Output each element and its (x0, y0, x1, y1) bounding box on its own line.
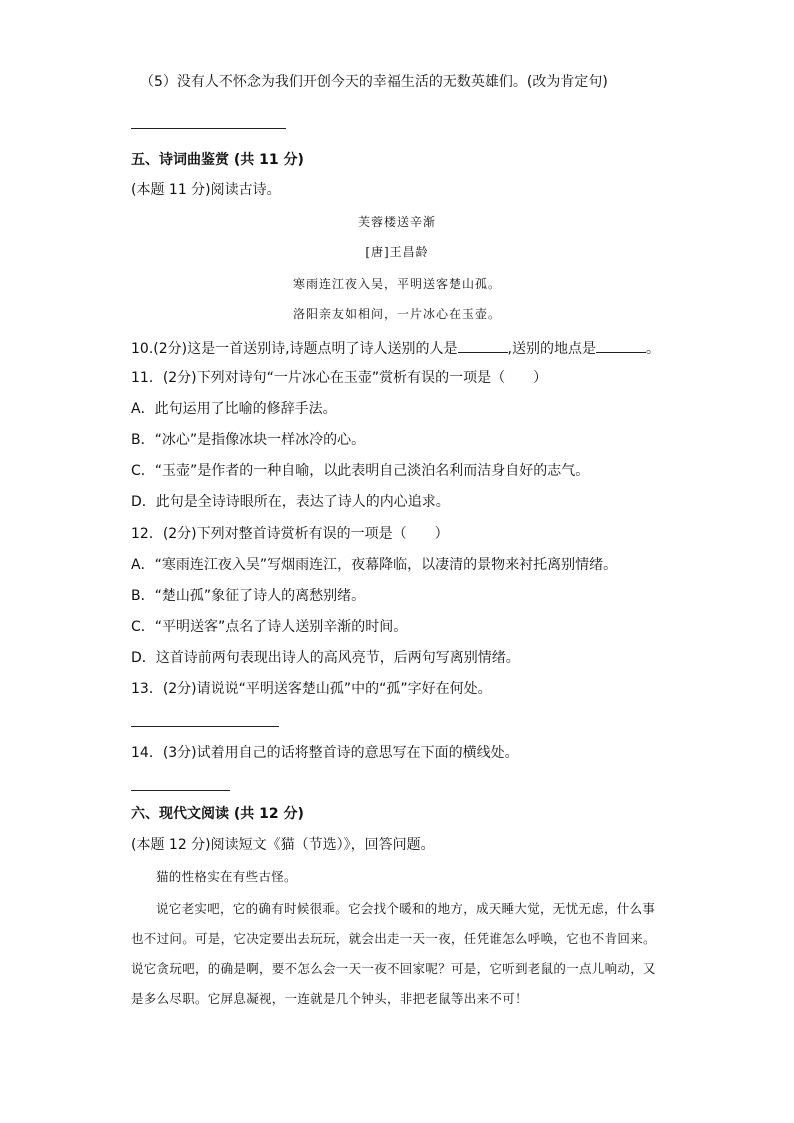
poem-author: [唐]王昌龄 (365, 245, 429, 259)
question-14: 14．(3分)试着用自己的话将整首诗的意思写在下面的横线处。 (131, 745, 519, 761)
q11-option-d[interactable]: D．此句是全诗诗眼所在，表达了诗人的内心追求。 (131, 494, 450, 510)
question-12-stem: 12．(2分)下列对整首诗赏析有误的一项是（ ） (131, 526, 449, 542)
section-6-intro: (本题 12 分)阅读短文《猫（节选）》，回答问题。 (131, 837, 435, 853)
q12-option-b[interactable]: B．“楚山孤”象征了诗人的离愁别绪。 (131, 588, 366, 604)
q10-text-3: 。 (646, 341, 660, 357)
section-6-title: 六、现代文阅读 (共 12 分) (131, 806, 304, 822)
passage-paragraph-2: 说它老实吧，它的确有时候很乖。它会找个暖和的地方，成天睡大觉，无忧无虑，什么事也不过问。可是，它决定要出去玩玩，就会出走一天一夜，任凭谁怎么呼唤，它也不肯回来。说它贪玩吧，的确是啊，要不怎么会一天一夜不回家呢？可是，它听到老鼠的一点儿响动，又是多么尽职。它屏息凝视，一连就是几个钟头，非把老鼠等出来不可！ (131, 901, 656, 1006)
question-5-rewrite: （5）没有人不怀念为我们开创今天的幸福生活的无数英雄们。(改为肯定句) (140, 74, 608, 90)
poem-line-2: 洛阳亲友如相问，一片冰心在玉壶。 (292, 307, 501, 321)
answer-line-q14[interactable] (131, 790, 230, 791)
q10-blank-1[interactable] (458, 338, 508, 353)
q12-option-a[interactable]: A．“寒雨连江夜入吴”写烟雨连江，夜幕降临，以凄清的景物来衬托离别情绪。 (131, 557, 618, 573)
q11-option-a[interactable]: A．此句运用了比喻的修辞手法。 (131, 401, 337, 417)
answer-line-q13[interactable] (131, 726, 279, 727)
answer-line-q5[interactable] (131, 128, 286, 129)
poem-line-1: 寒雨连江夜入吴，平明送客楚山孤。 (292, 277, 501, 291)
section-5-intro: (本题 11 分)阅读古诗。 (131, 182, 281, 198)
q11-option-c[interactable]: C．“玉壶”是作者的一种自喻，以此表明自己淡泊名利而洁身自好的志气。 (131, 463, 590, 479)
question-11-stem: 11．(2分)下列对诗句“一片冰心在玉壶”赏析有误的一项是（ ） (131, 370, 548, 386)
question-13: 13．(2分)请说说“平明送客楚山孤”中的“孤”字好在何处。 (131, 681, 492, 697)
question-10 (131, 338, 660, 359)
q10-text-2: ,送别的地点是 (507, 341, 596, 357)
poem-title: 芙蓉楼送辛渐 (357, 215, 436, 229)
q10-blank-2[interactable] (596, 338, 646, 353)
q12-option-c[interactable]: C．“平明送客”点名了诗人送别辛渐的时间。 (131, 619, 408, 635)
q12-option-d[interactable]: D．这首诗前两句表现出诗人的高风亮节，后两句写离别情绪。 (131, 650, 520, 666)
section-5-title: 五、诗词曲鉴赏 (共 11 分) (131, 152, 304, 168)
q10-text-1: 10.(2分)这是一首送别诗,诗题点明了诗人送别的人是 (131, 341, 458, 357)
q11-option-b[interactable]: B．“冰心”是指像冰块一样冰冷的心。 (131, 432, 366, 448)
passage-paragraph-1: 猫的性格实在有些古怪。 (156, 869, 297, 884)
